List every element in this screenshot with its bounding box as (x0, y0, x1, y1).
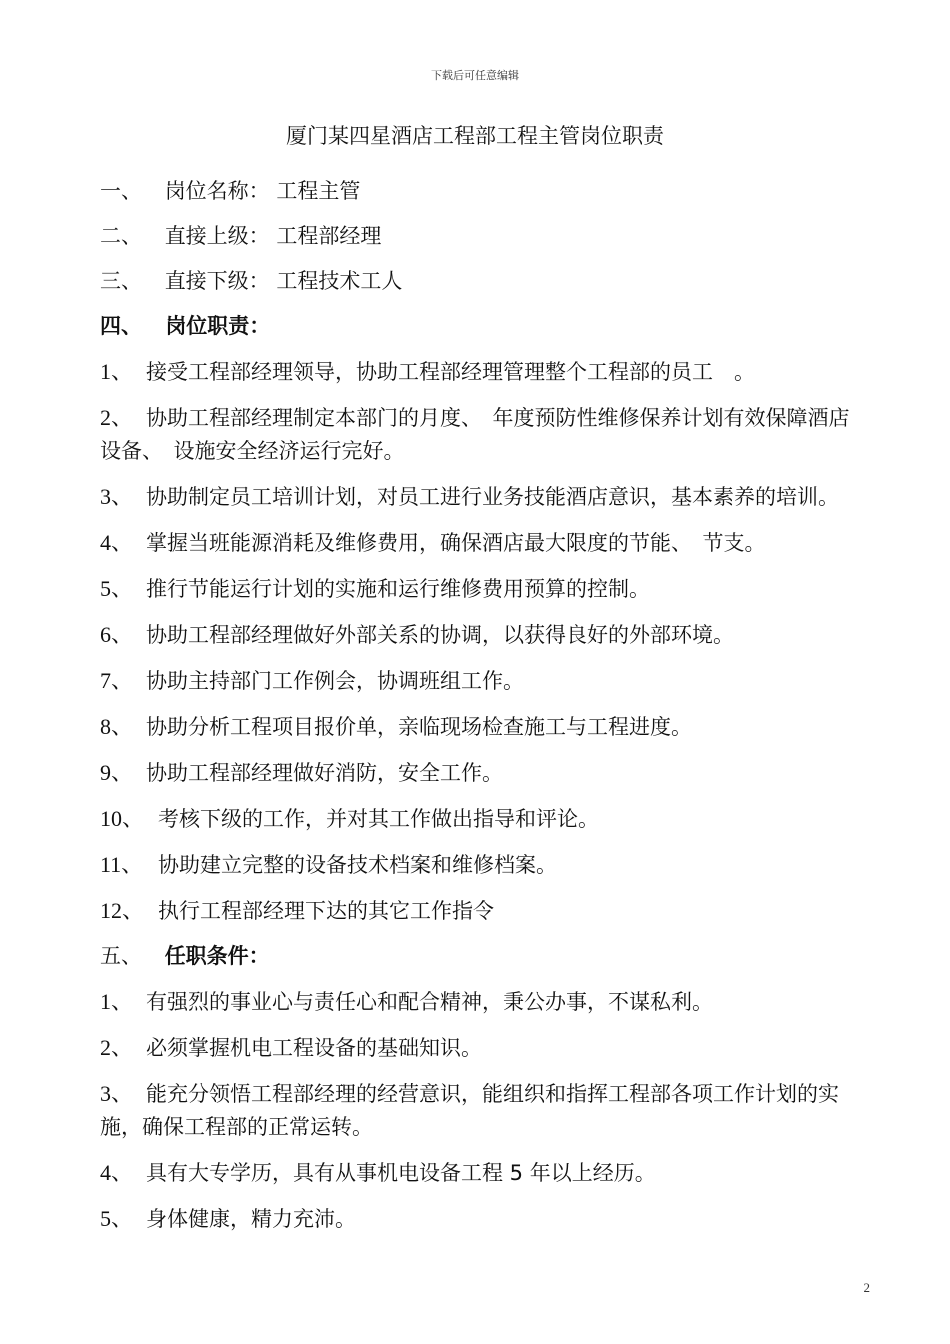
duty-text: 协助工程部经理做好消防，安全工作。 (146, 761, 503, 785)
duty-text: 掌握当班能源消耗及维修费用，确保酒店最大限度的节能、 节支。 (146, 531, 766, 555)
duty-text: 协助分析工程项目报价单，亲临现场检查施工与工程进度。 (146, 715, 692, 739)
duty-item (100, 355, 870, 389)
section-label: 直接上级： (164, 224, 270, 248)
section-value: 工程技术工人 (276, 269, 403, 293)
duty-item (100, 401, 870, 468)
duty-item (100, 664, 870, 698)
qualification-item (100, 985, 870, 1019)
duty-number: 9、 (100, 760, 134, 785)
duty-item (100, 802, 870, 836)
section-direct-subordinate (100, 265, 870, 298)
duty-text: 协助主持部门工作例会，协调班组工作。 (146, 669, 524, 693)
duty-item (100, 894, 870, 928)
qualification-text: 具有大专学历，具有从事机电设备工程 5 年以上经历。 (146, 1161, 656, 1185)
duty-number: 6、 (100, 622, 134, 647)
qualification-number: 3、 (100, 1081, 134, 1106)
section-label: 岗位名称： (164, 179, 270, 203)
qualification-item (100, 1156, 870, 1190)
qualification-item (100, 1202, 870, 1236)
qualification-text: 身体健康，精力充沛。 (146, 1207, 356, 1231)
duty-number: 1、 (100, 359, 134, 384)
section-number: 三、 (100, 269, 142, 293)
section-value: 工程主管 (276, 179, 361, 203)
duty-number: 7、 (100, 668, 134, 693)
section-value: 工程部经理 (276, 224, 382, 248)
section-position-name (100, 175, 870, 208)
duty-number: 12、 (100, 898, 145, 923)
duty-item (100, 526, 870, 560)
duty-number: 8、 (100, 714, 134, 739)
section-number: 四、 (100, 314, 142, 338)
section-label: 直接下级： (164, 269, 270, 293)
header-note: 下载后可任意编辑 (431, 69, 519, 82)
duty-item (100, 756, 870, 790)
qualification-text: 有强烈的事业心与责任心和配合精神，秉公办事，不谋私利。 (146, 990, 713, 1014)
duty-number: 5、 (100, 576, 134, 601)
page-number: 2 (863, 1280, 870, 1295)
section-label: 岗位职责： (165, 314, 271, 338)
duty-number: 4、 (100, 530, 134, 555)
duty-text: 推行节能运行计划的实施和运行维修费用预算的控制。 (146, 577, 650, 601)
document-title: 厦门某四星酒店工程部工程主管岗位职责 (286, 124, 664, 148)
duty-text: 协助工程部经理制定本部门的月度、 年度预防性维修保养计划有效保障酒店设备、 设施安全经济运行完好。 (100, 406, 850, 463)
section-duties-heading (100, 310, 870, 343)
section-number: 五、 (100, 944, 142, 968)
duty-number: 3、 (100, 484, 134, 509)
duty-number: 11、 (100, 852, 144, 877)
duty-text: 协助制定员工培训计划，对员工进行业务技能酒店意识，基本素养的培训。 (146, 485, 839, 509)
qualification-number: 2、 (100, 1035, 134, 1060)
duty-text: 执行工程部经理下达的其它工作指令 (158, 899, 494, 923)
qualification-number: 1、 (100, 989, 134, 1014)
duty-text: 协助建立完整的设备技术档案和维修档案。 (158, 853, 557, 877)
document-content (100, 175, 870, 1248)
duty-text: 协助工程部经理做好外部关系的协调，以获得良好的外部环境。 (146, 623, 734, 647)
qualification-text: 必须掌握机电工程设备的基础知识。 (146, 1036, 482, 1060)
duty-text: 接受工程部经理领导，协助工程部经理管理整个工程部的员工 。 (146, 360, 755, 384)
section-direct-superior (100, 220, 870, 253)
qualification-text: 能充分领悟工程部经理的经营意识，能组织和指挥工程部各项工作计划的实施，确保工程部的正常运转。 (100, 1082, 839, 1139)
duty-item (100, 618, 870, 652)
qualification-item (100, 1031, 870, 1065)
qualification-item (100, 1077, 870, 1144)
duty-text: 考核下级的工作，并对其工作做出指导和评论。 (158, 807, 599, 831)
qualification-number: 5、 (100, 1206, 134, 1231)
section-number: 二、 (100, 224, 142, 248)
duty-item (100, 710, 870, 744)
duty-number: 10、 (100, 806, 145, 831)
section-label: 任职条件： (164, 944, 270, 968)
duty-item (100, 848, 870, 882)
section-number: 一、 (100, 179, 142, 203)
duty-number: 2、 (100, 405, 134, 430)
section-qualifications-heading (100, 940, 870, 973)
qualification-number: 4、 (100, 1160, 134, 1185)
duty-item (100, 572, 870, 606)
duty-item (100, 480, 870, 514)
